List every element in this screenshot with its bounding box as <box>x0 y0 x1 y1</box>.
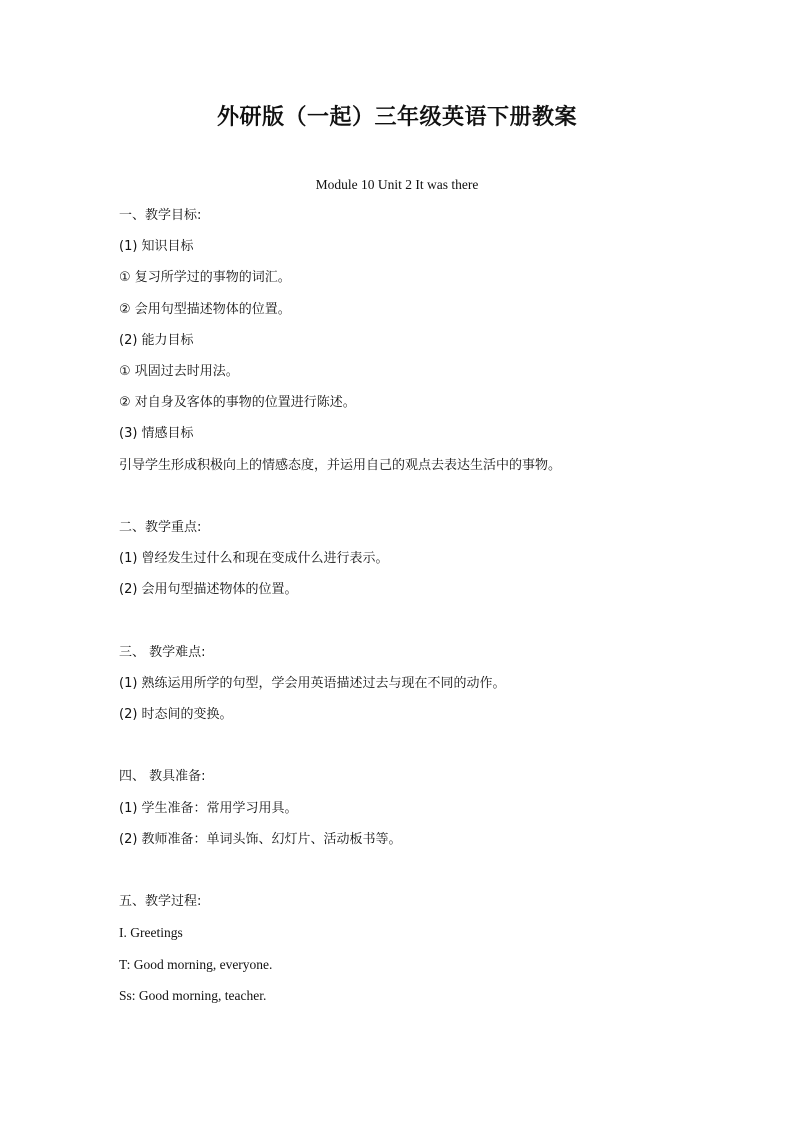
spacer <box>119 736 719 767</box>
section-heading-process: 五、教学过程: <box>119 894 202 910</box>
list-item: ② 会用句型描述物体的位置。 <box>119 301 291 317</box>
list-item: ② 对自身及客体的事物的位置进行陈述。 <box>119 395 356 411</box>
list-item: (1) 学生准备：常用学习用具。 <box>119 800 298 816</box>
list-item: ① 巩固过去时用法。 <box>119 363 239 379</box>
list-item: (2) 时态间的变换。 <box>119 707 233 722</box>
list-item: ① 复习所学过的事物的词汇。 <box>119 270 291 286</box>
list-item: (2) 会用句型描述物体的位置。 <box>119 582 298 598</box>
spacer <box>119 487 719 518</box>
dialogue-line: Ss: Good morning, teacher. <box>119 987 267 1003</box>
section-heading-difficulties: 三、 教学难点: <box>119 644 206 660</box>
list-item: (1) 熟练运用所学的句型，学会用英语描述过去与现在不同的动作。 <box>119 675 506 691</box>
document-title: 外研版（一起）三年级英语下册教案 <box>216 104 577 130</box>
document-subtitle: Module 10 Unit 2 It was there <box>315 177 479 192</box>
spacer <box>119 611 719 642</box>
dialogue-line: T: Good morning, everyone. <box>119 956 273 972</box>
objective-ability-label: (2) 能力目标 <box>119 332 194 348</box>
objective-knowledge-label: (1) 知识目标 <box>119 239 194 255</box>
section-heading-key-points: 二、教学重点: <box>119 519 202 535</box>
objective-emotion-text: 引导学生形成积极向上的情感态度，并运用自己的观点去表达生活中的事物。 <box>119 457 562 473</box>
list-item: (2) 教师准备：单词头饰、幻灯片、活动板书等。 <box>119 831 402 847</box>
section-heading-materials: 四、 教具准备: <box>119 769 206 785</box>
process-step: I. Greetings <box>119 925 183 941</box>
objective-emotion-label: (3) 情感目标 <box>119 426 194 442</box>
section-heading-objectives: 一、教学目标: <box>119 208 202 223</box>
list-item: (1) 曾经发生过什么和现在变成什么进行表示。 <box>119 551 389 567</box>
document-body <box>119 206 719 1017</box>
spacer <box>119 861 719 892</box>
